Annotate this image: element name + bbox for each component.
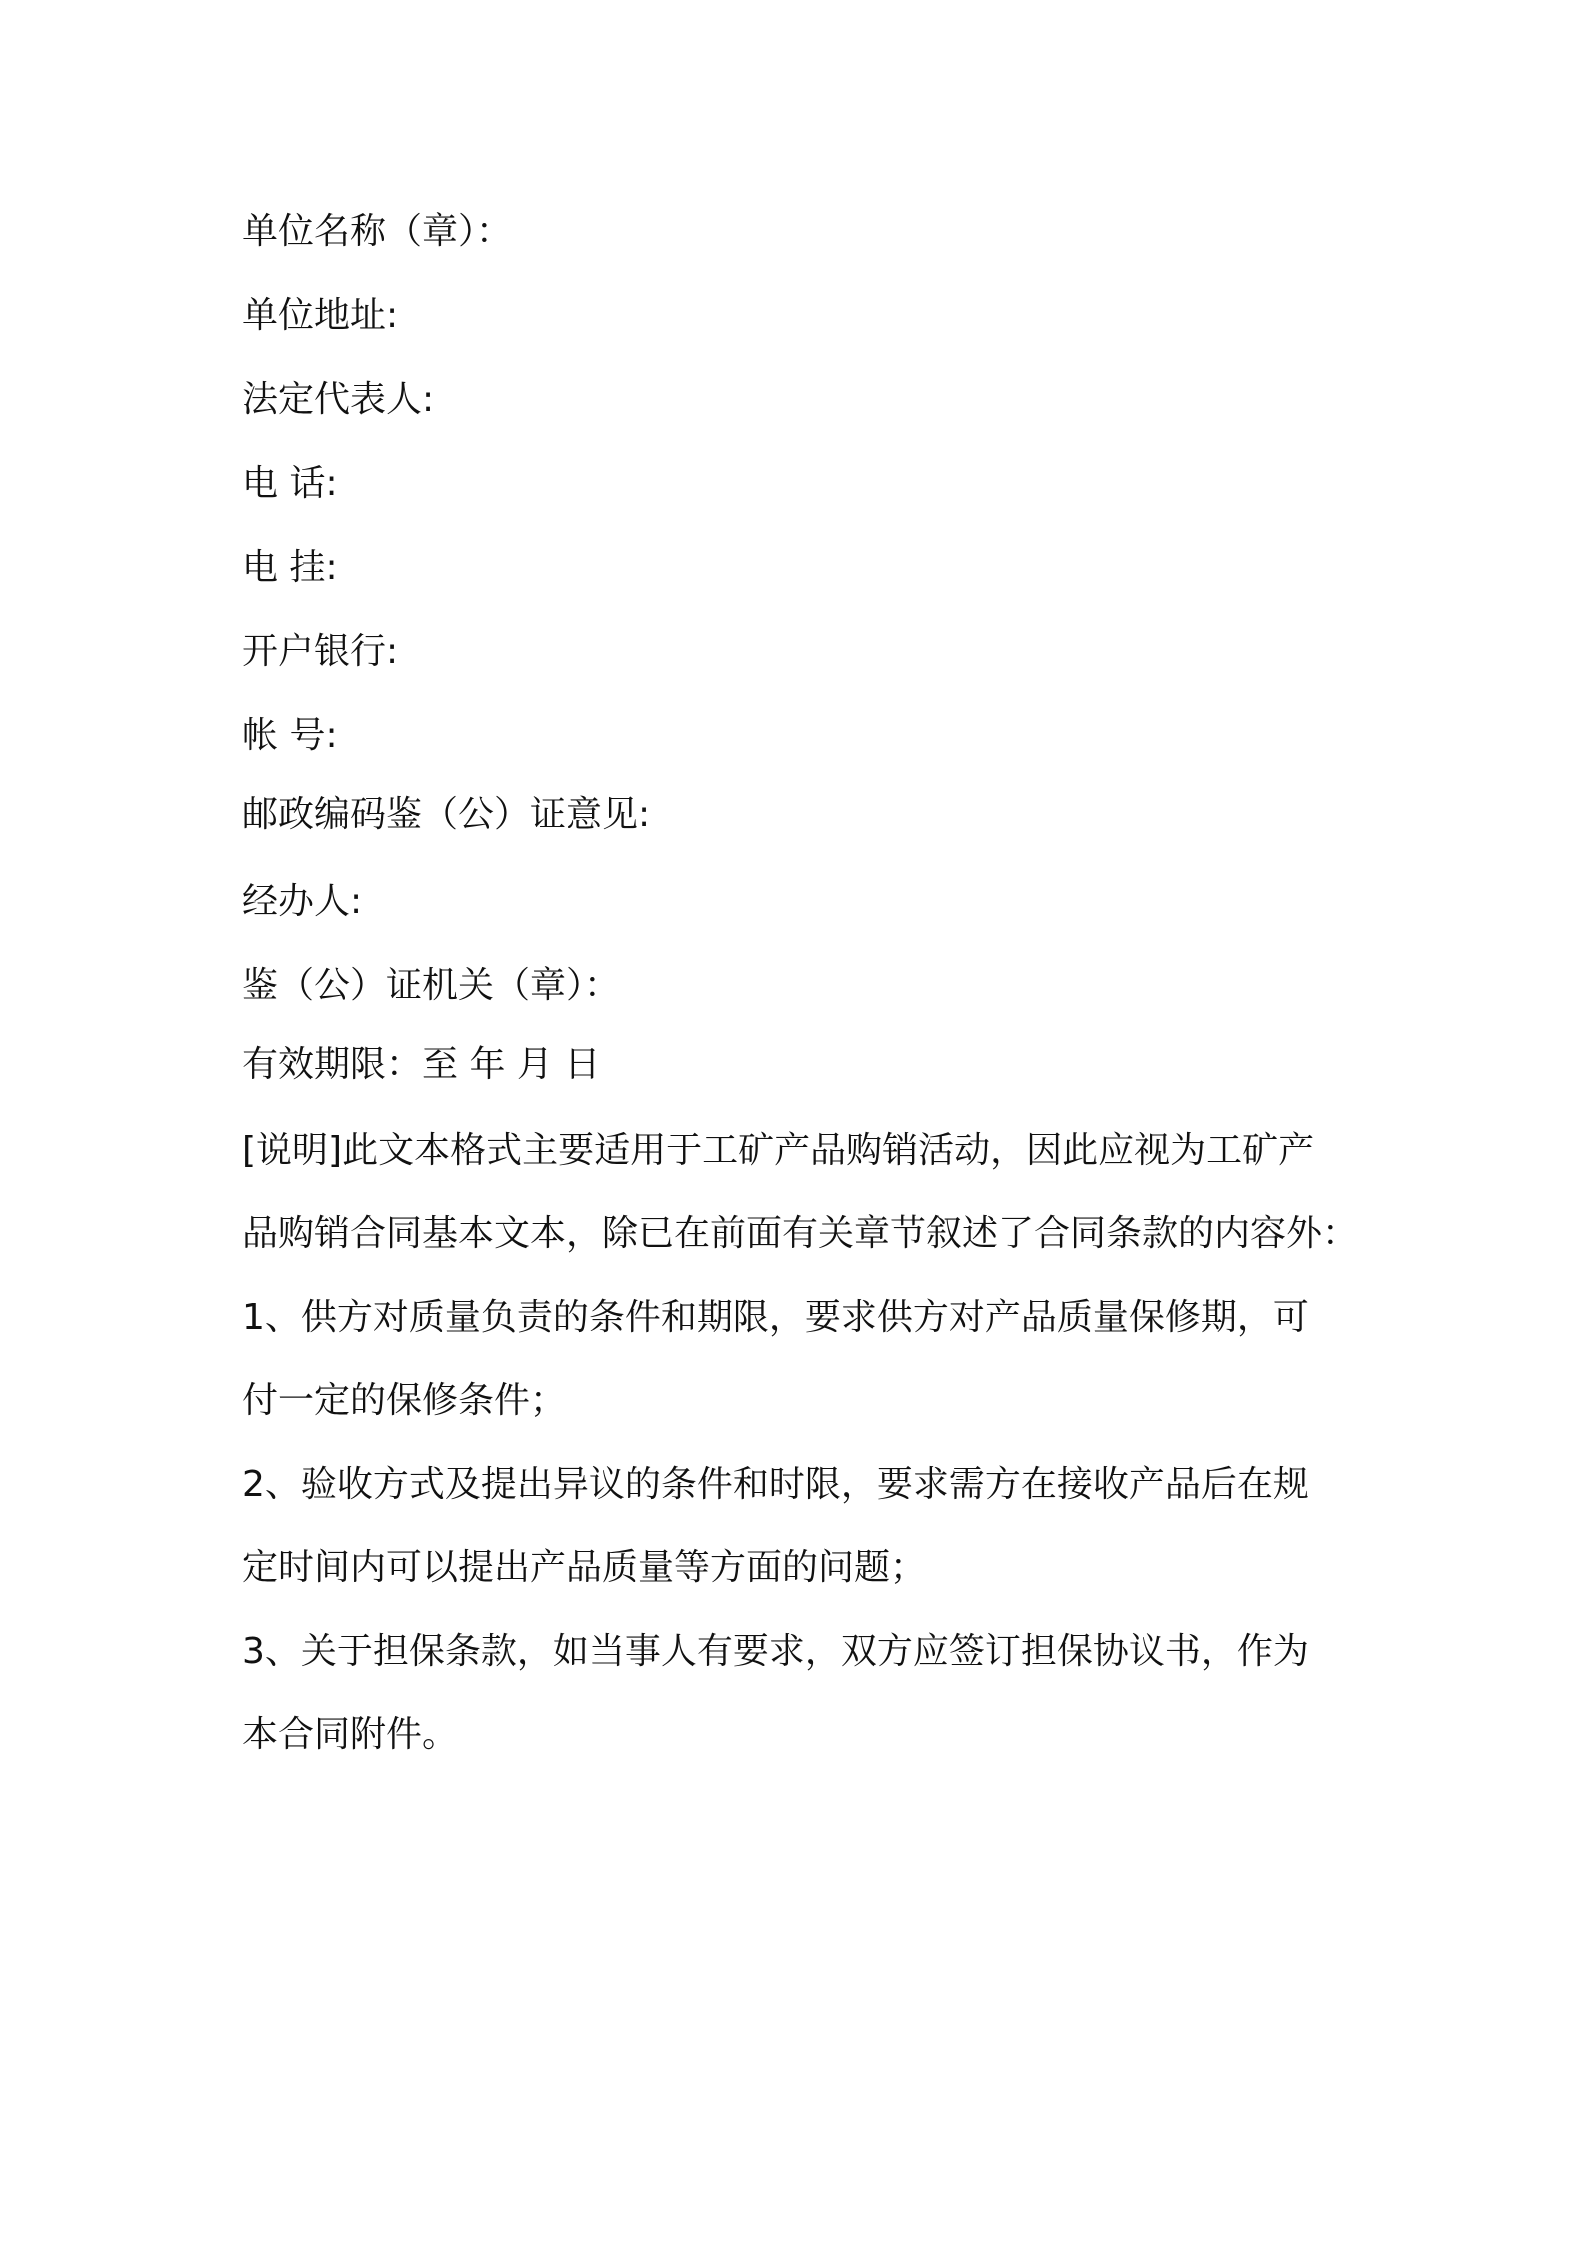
- note-item-2-line-2: 定时间内可以提出产品质量等方面的问题；: [242, 1547, 927, 1588]
- note-item-2-line-1: 2、验收方式及提出异议的条件和时限，要求需方在接收产品后在规: [242, 1464, 1309, 1505]
- legal-representative-field: 法定代表人:: [242, 379, 435, 420]
- note-item-3-line-1: 3、关于担保条款，如当事人有要求，双方应签订担保协议书，作为: [242, 1631, 1309, 1672]
- note-line-2: 品购销合同基本文本，除已在前面有关章节叙述了合同条款的内容外：: [242, 1213, 1359, 1254]
- telegraph-field: 电 挂:: [242, 547, 338, 588]
- account-field: 帐 号:: [242, 715, 338, 756]
- notary-authority-field: 鉴（公）证机关（章）：: [242, 965, 621, 1006]
- handler-field: 经办人:: [242, 881, 363, 922]
- note-item-3-line-2: 本合同附件。: [242, 1714, 459, 1755]
- postal-code-notarization-field: 邮政编码鉴（公）证意见:: [242, 794, 651, 835]
- note-item-1-line-2: 付一定的保修条件；: [242, 1380, 567, 1421]
- unit-address-field: 单位地址:: [242, 295, 399, 336]
- validity-period-field: 有效期限：至 年 月 日: [242, 1044, 601, 1085]
- note-item-1-line-1: 1、供方对质量负责的条件和期限，要求供方对产品质量保修期，可: [242, 1297, 1309, 1338]
- note-line-1: [说明]此文本格式主要适用于工矿产品购销活动，因此应视为工矿产: [242, 1130, 1315, 1171]
- bank-field: 开户银行:: [242, 631, 399, 672]
- unit-name-field: 单位名称（章）：: [242, 211, 513, 252]
- telephone-field: 电 话:: [242, 463, 338, 504]
